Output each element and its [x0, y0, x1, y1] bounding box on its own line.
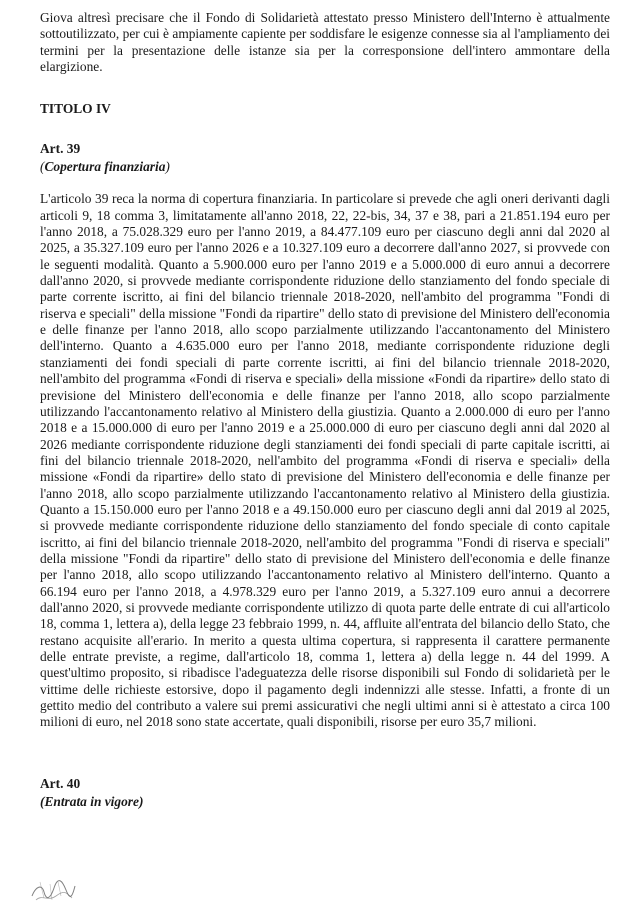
signature-mark [28, 876, 78, 904]
article-40-heading: Art. 40 [40, 775, 81, 791]
document-page [40, 10, 610, 810]
article-40-subtitle: (Entrata in vigore) [40, 793, 144, 809]
article-39-body: L'articolo 39 reca la norma di copertura finanziaria. In particolare si prevede che agli oneri derivanti dagli articoli 9, 18 comma 3, limitatamente all'anno 2018, 22, 22-bis, 34, 37 e 38, pari a 21.851.194 euro per l'anno 2018, a 75.028.329 euro per l'anno 2019, a 84.477.109 euro per ciascuno degli anni dal 2020 al 2025, a 35.327.109 euro per l'anno 2026 e a 10.327.109 euro a decorrere dall'anno 2027, si provvede con le seguenti modalità. Quanto a 5.900.000 euro per l'anno 2019 e a 5.000.000 di euro annui a decorrere dall'anno 2020, si provvede mediante corrispondente riduzione dello stanziamento del fondo speciale di parte corrente iscritto, ai fini del bilancio triennale 2018-2020, nell'ambito del programma "Fondi di riserva e speciali" della missione "Fondi da ripartire" dello stato di previsione del Ministero dell'economia e delle finanze per l'anno 2018, allo scopo parzialmente utilizzando l'accantonamento del Ministero dell'interno. Quanto a 4.635.000 euro per l'anno 2018, mediante corrispondente riduzione degli stanziamenti dei fondi speciali di parte corrente iscritti, ai fini del bilancio triennale 2018-2020, nell'ambito del programma «Fondi di riserva e speciali» della missione «Fondi da ripartire» dello stato di previsione del Ministero dell'economia e delle finanze per l'anno 2018, allo scopo parzialmente utilizzando l'accantonamento relativo al Ministero della giustizia. Quanto a 2.000.000 di euro per l'anno 2018 e a 15.000.000 di euro per l'anno 2019 e a 25.000.000 di euro per ciascuno degli anni dal 2020 al 2026 mediante corrispondente riduzione degli stanziamenti dei fondi speciali di parte capitale iscritti, ai fini del bilancio triennale 2018-2020, nell'ambito del programma «Fondi di riserva e speciali» della missione «Fondi da ripartire» dello stato di previsione del Ministero dell'economia e delle finanze per l'anno 2018, allo scopo parzialmente utilizzando l'accantonamento relativo al Ministero della giustizia. Quanto a 15.150.000 euro per l'anno 2018 e a 49.150.000 euro per ciascuno degli anni dal 2019 al 2025, si provvede mediante corrispondente riduzione dello stanziamento del fondo speciale di conto capitale iscritto, ai fini del bilancio triennale 2018-2020, nell'ambito del programma "Fondi di riserva e speciali" della missione "Fondi da ripartire" dello stato di previsione del Ministero dell'economia e delle finanze per l'anno 2018, allo scopo utilizzando l'accantonamento relativo al Ministero dell'interno. Quanto a 66.194 euro per l'anno 2018, a 4.978.329 euro per l'anno 2019, a 5.327.109 euro annui a decorrere dall'anno 2020, si provvede mediante corrispondente utilizzo di quota parte delle entrate di cui all'articolo 18, comma 1, lettera a), della legge 23 febbraio 1999, n. 44, affluite all'entrata del bilancio dello Stato, che restano acquisite all'erario. In merito a questa ultima copertura, si rappresenta il carattere permanente delle entrate previste, a regime, dall'articolo 18, comma 1, lettera a) della legge n. 44 del 1999. A quest'ultimo proposito, si ribadisce l'adeguatezza delle risorse disponibili sul Fondo di solidarietà per le vittime delle richieste estorsive, dopo il pagamento degli indennizzi alle stesse. Infatti, a fronte di un gettito medio del contributo a valere sui premi assicurativi che negli ultimi anni si è attestato a circa 100 milioni di euro, nel 2018 sono state accertate, quali disponibili, risorse per euro 35,7 milioni. [40, 191, 610, 730]
article-39-subtitle-open: ( [40, 159, 45, 175]
article-39-subtitle-close: ) [165, 159, 170, 175]
intro-paragraph: Giova altresì precisare che il Fondo di Solidarietà attestato presso Ministero dell'Interno è attualmente sottoutilizzato, per cui è ampiamente capiente per soddisfare le esigenze connesse sia al l'ampliamento dei termini per la presentazione delle istanze sia per la corresponsione dell'intero ammontare della elargizione. [40, 10, 610, 75]
title-heading: TITOLO IV [40, 101, 111, 117]
article-39-subtitle-text: Copertura finanziaria [44, 159, 166, 175]
article-39-heading: Art. 39 [40, 141, 81, 157]
article-39-subtitle [40, 159, 610, 175]
